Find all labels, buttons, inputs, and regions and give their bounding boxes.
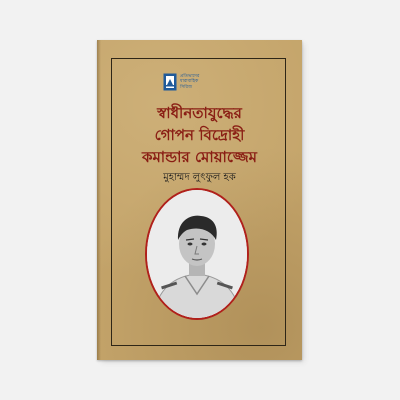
person-portrait-icon bbox=[147, 190, 247, 318]
portrait-oval-frame bbox=[145, 188, 249, 320]
book-title bbox=[97, 102, 302, 168]
book-title-line-3: কমান্ডার মোয়াজ্জেম bbox=[141, 148, 258, 166]
book-title-line-2: গোপন বিদ্রোহী bbox=[154, 126, 245, 144]
publisher-logo-line-2: ধারাবাহিক bbox=[180, 79, 199, 85]
book-spine-edge bbox=[97, 40, 101, 360]
publisher-logo-text bbox=[180, 74, 199, 91]
book-cover[interactable] bbox=[97, 40, 302, 360]
publisher-logo bbox=[163, 70, 235, 94]
book-author: মুহাম্মদ লুৎফুল হক bbox=[163, 172, 236, 183]
publisher-logo-line-3: সিরিজ bbox=[180, 84, 193, 90]
publisher-logo-line-1: প্রতিভাদের bbox=[180, 73, 200, 79]
publisher-emblem-icon bbox=[163, 73, 177, 91]
book-title-line-1: স্বাধীনতাযুদ্ধের bbox=[157, 104, 242, 122]
author-portrait bbox=[147, 190, 247, 318]
